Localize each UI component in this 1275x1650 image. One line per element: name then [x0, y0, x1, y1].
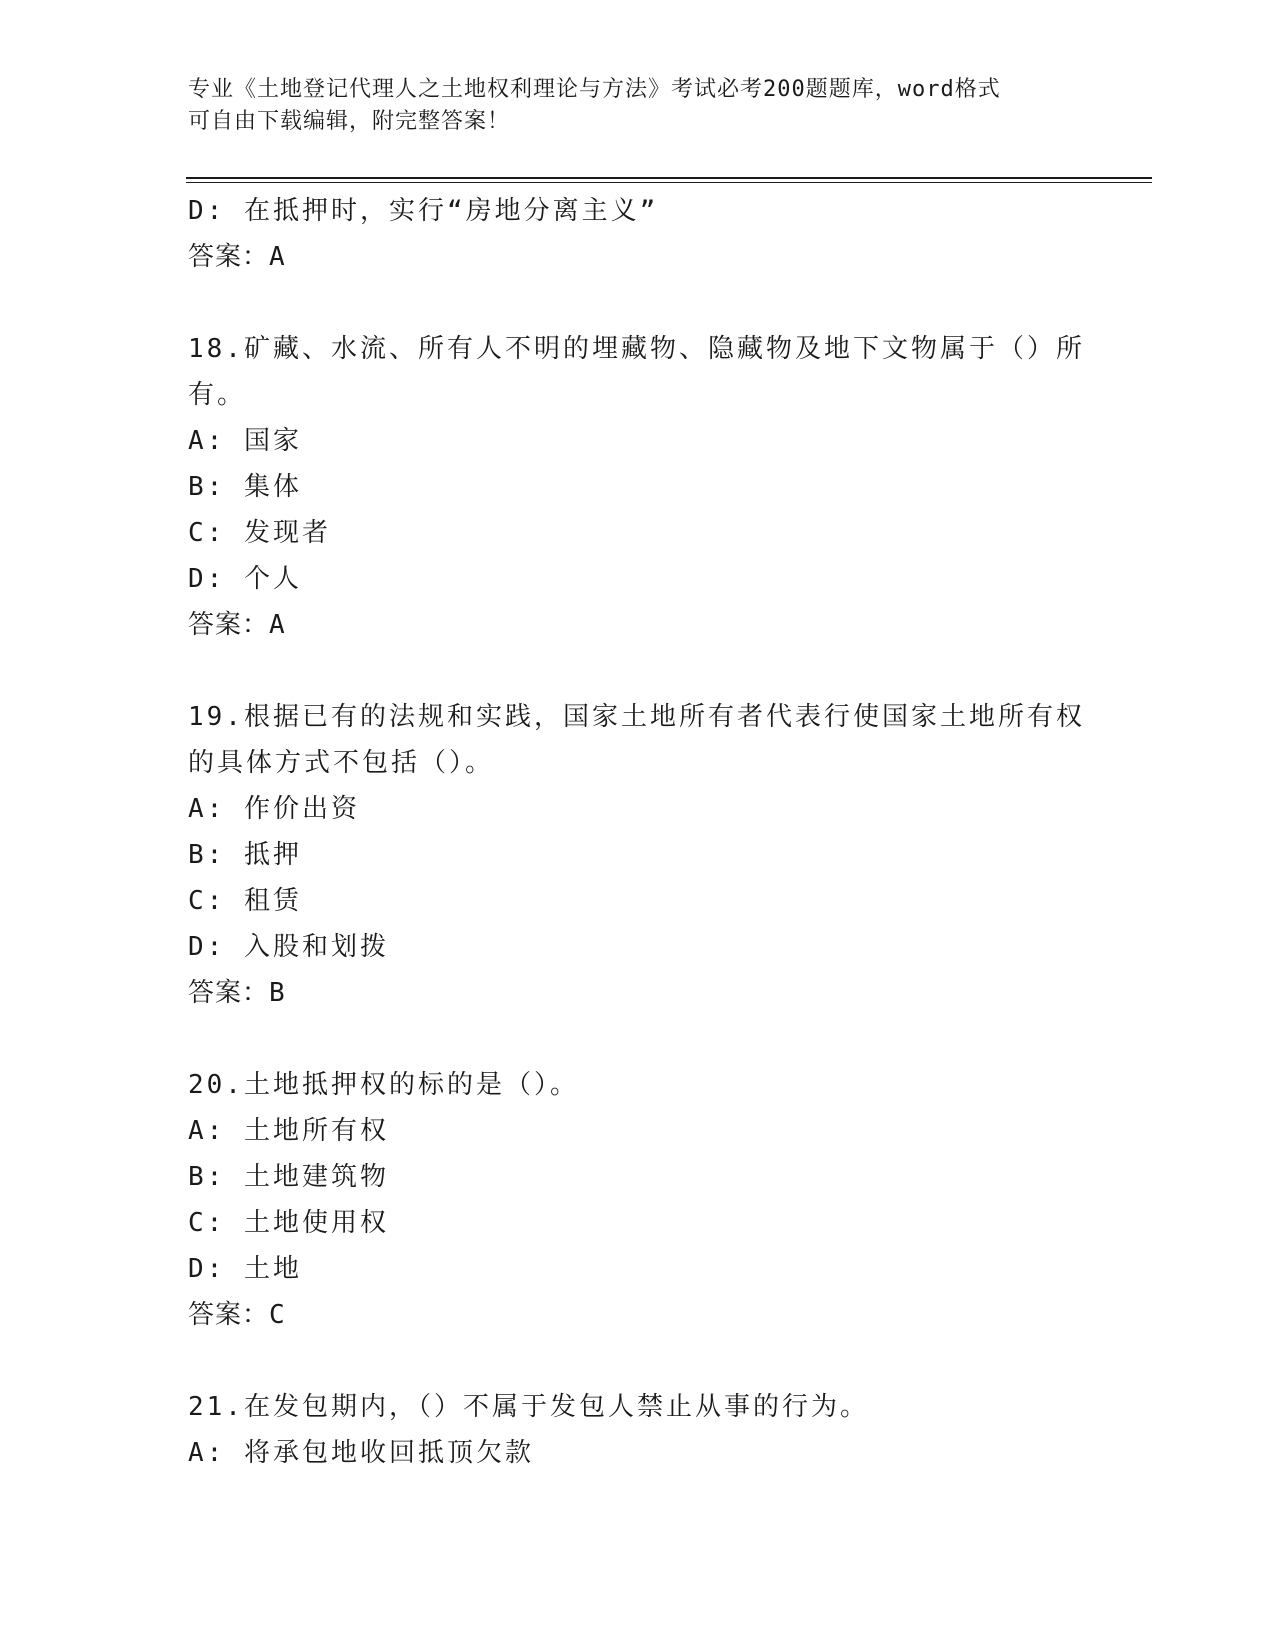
header-rule-thin — [186, 182, 1152, 183]
question-19 — [188, 694, 1085, 1016]
question-20 — [188, 1062, 1068, 1338]
option-c: C: 土地使用权 — [188, 1208, 389, 1238]
option-a: A: 将承包地收回抵顶欠款 — [188, 1438, 534, 1468]
header-rule — [186, 177, 1152, 179]
answer-line: 答案：C — [188, 1300, 286, 1330]
question-stem: 18.矿藏、水流、所有人不明的埋藏物、隐藏物及地下文物属于（）所 — [188, 334, 1085, 364]
question-stem: 19.根据已有的法规和实践，国家土地所有者代表行使国家土地所有权 — [188, 702, 1085, 732]
option-d: D: 入股和划拨 — [188, 932, 389, 962]
question-stem: 20.土地抵押权的标的是（）。 — [188, 1070, 579, 1100]
option-d: D: 土地 — [188, 1254, 302, 1284]
option-d: D: 在抵押时，实行“房地分离主义” — [188, 196, 659, 226]
option-a: A: 作价出资 — [188, 794, 360, 824]
answer-line: 答案：B — [188, 978, 286, 1008]
question-list — [188, 188, 1085, 1476]
document-header — [188, 74, 1068, 138]
header-line-1: 专业《土地登记代理人之土地权利理论与方法》考试必考200题题库，word格式 — [188, 77, 1001, 102]
question-stem: 21.在发包期内，（）不属于发包人禁止从事的行为。 — [188, 1392, 869, 1422]
option-c: C: 发现者 — [188, 518, 331, 548]
spacer — [188, 648, 1068, 694]
answer-line: 答案：A — [188, 242, 286, 272]
spacer — [188, 280, 1068, 326]
option-c: C: 租赁 — [188, 886, 302, 916]
question-stem-continued: 的具体方式不包括（）。 — [188, 748, 495, 778]
question-stem-continued: 有。 — [188, 380, 247, 410]
question-18 — [188, 326, 1085, 648]
option-b: B: 集体 — [188, 472, 302, 502]
header-line-2: 可自由下载编辑，附完整答案！ — [188, 109, 511, 134]
option-a: A: 国家 — [188, 426, 302, 456]
option-d: D: 个人 — [188, 564, 302, 594]
option-b: B: 抵押 — [188, 840, 302, 870]
option-b: B: 土地建筑物 — [188, 1162, 389, 1192]
spacer — [188, 1016, 1068, 1062]
option-a: A: 土地所有权 — [188, 1116, 389, 1146]
spacer — [188, 1338, 1068, 1384]
question-21 — [188, 1384, 1068, 1476]
answer-line: 答案：A — [188, 610, 286, 640]
